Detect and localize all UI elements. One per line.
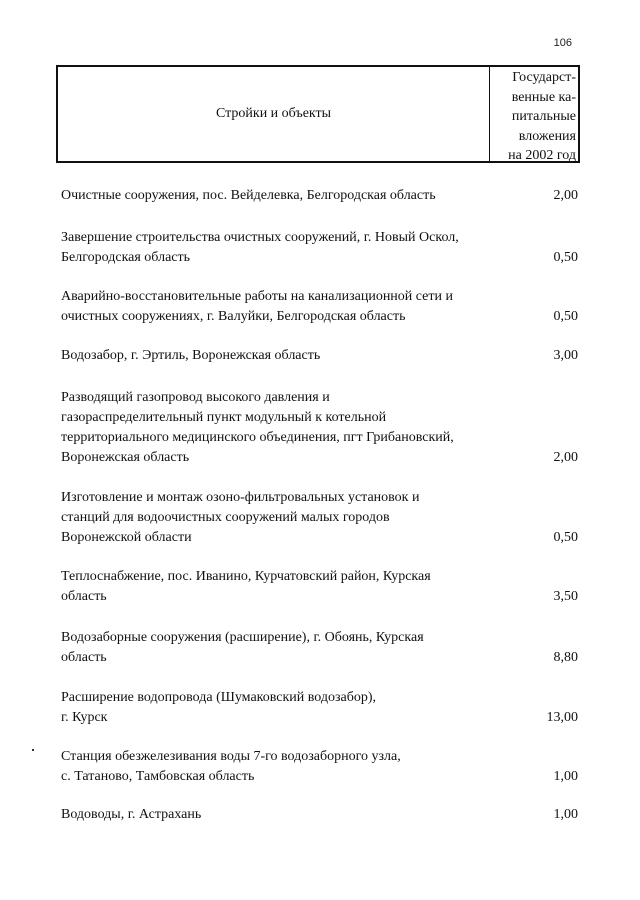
table-row [61, 287, 578, 327]
investment-value: 0,50 [553, 530, 578, 545]
table-row [61, 567, 578, 607]
object-name: Аварийно-восстановительные работы на канализационной сети и очистных сооружениях, г. Валуйки, Белгородская область [61, 289, 453, 324]
investment-value: 0,50 [553, 250, 578, 265]
investment-value: 3,00 [553, 348, 578, 363]
object-name: Разводящий газопровод высокого давления и газораспределительный пункт модульный к котельной территориального медицинского объединения, пгт Грибановский, Воронежская область [61, 390, 454, 465]
objects-column-header: Стройки и объекты [58, 67, 490, 161]
table-row [61, 346, 578, 366]
object-name: Завершение строительства очистных сооружений, г. Новый Оскол, Белгородская область [61, 230, 459, 265]
object-name: Станция обезжелезивания воды 7-го водозаборного узла, с. Татаново, Тамбовская область [61, 749, 401, 784]
object-name: Водозабор, г. Эртиль, Воронежская область [61, 348, 321, 363]
investment-value: 2,00 [553, 450, 578, 465]
investment-value: 1,00 [553, 807, 578, 822]
investment-value: 1,00 [553, 769, 578, 784]
scan-speck [32, 749, 34, 751]
table-row [61, 805, 578, 825]
page-number: 106 [553, 37, 572, 49]
table-row [61, 688, 578, 728]
object-name: Очистные сооружения, пос. Вейделевка, Белгородская область [61, 188, 436, 203]
table-row [61, 628, 578, 668]
table-row [61, 747, 578, 787]
investment-value: 8,80 [553, 650, 578, 665]
object-name: Расширение водопровода (Шумаковский водозабор), г. Курск [61, 690, 377, 725]
object-name: Изготовление и монтаж озоно-фильтровальных установок и станций для водоочистных сооружений малых городов Воронежской области [61, 490, 420, 545]
investment-value: 13,00 [546, 710, 578, 725]
table-header [56, 65, 580, 163]
investment-column-header: Государст- венные ка- питальные вложения на 2002 год [508, 70, 576, 163]
table-row [61, 228, 578, 268]
object-name: Теплоснабжение, пос. Иванино, Курчатовский район, Курская область [61, 569, 431, 604]
table-row [61, 388, 578, 468]
investment-value: 0,50 [553, 309, 578, 324]
investment-value: 3,50 [553, 589, 578, 604]
table-row [61, 488, 578, 548]
investment-value: 2,00 [553, 188, 578, 203]
object-name: Водоводы, г. Астрахань [61, 807, 202, 822]
object-name: Водозаборные сооружения (расширение), г. Обоянь, Курская область [61, 630, 424, 665]
table-row [61, 186, 578, 206]
